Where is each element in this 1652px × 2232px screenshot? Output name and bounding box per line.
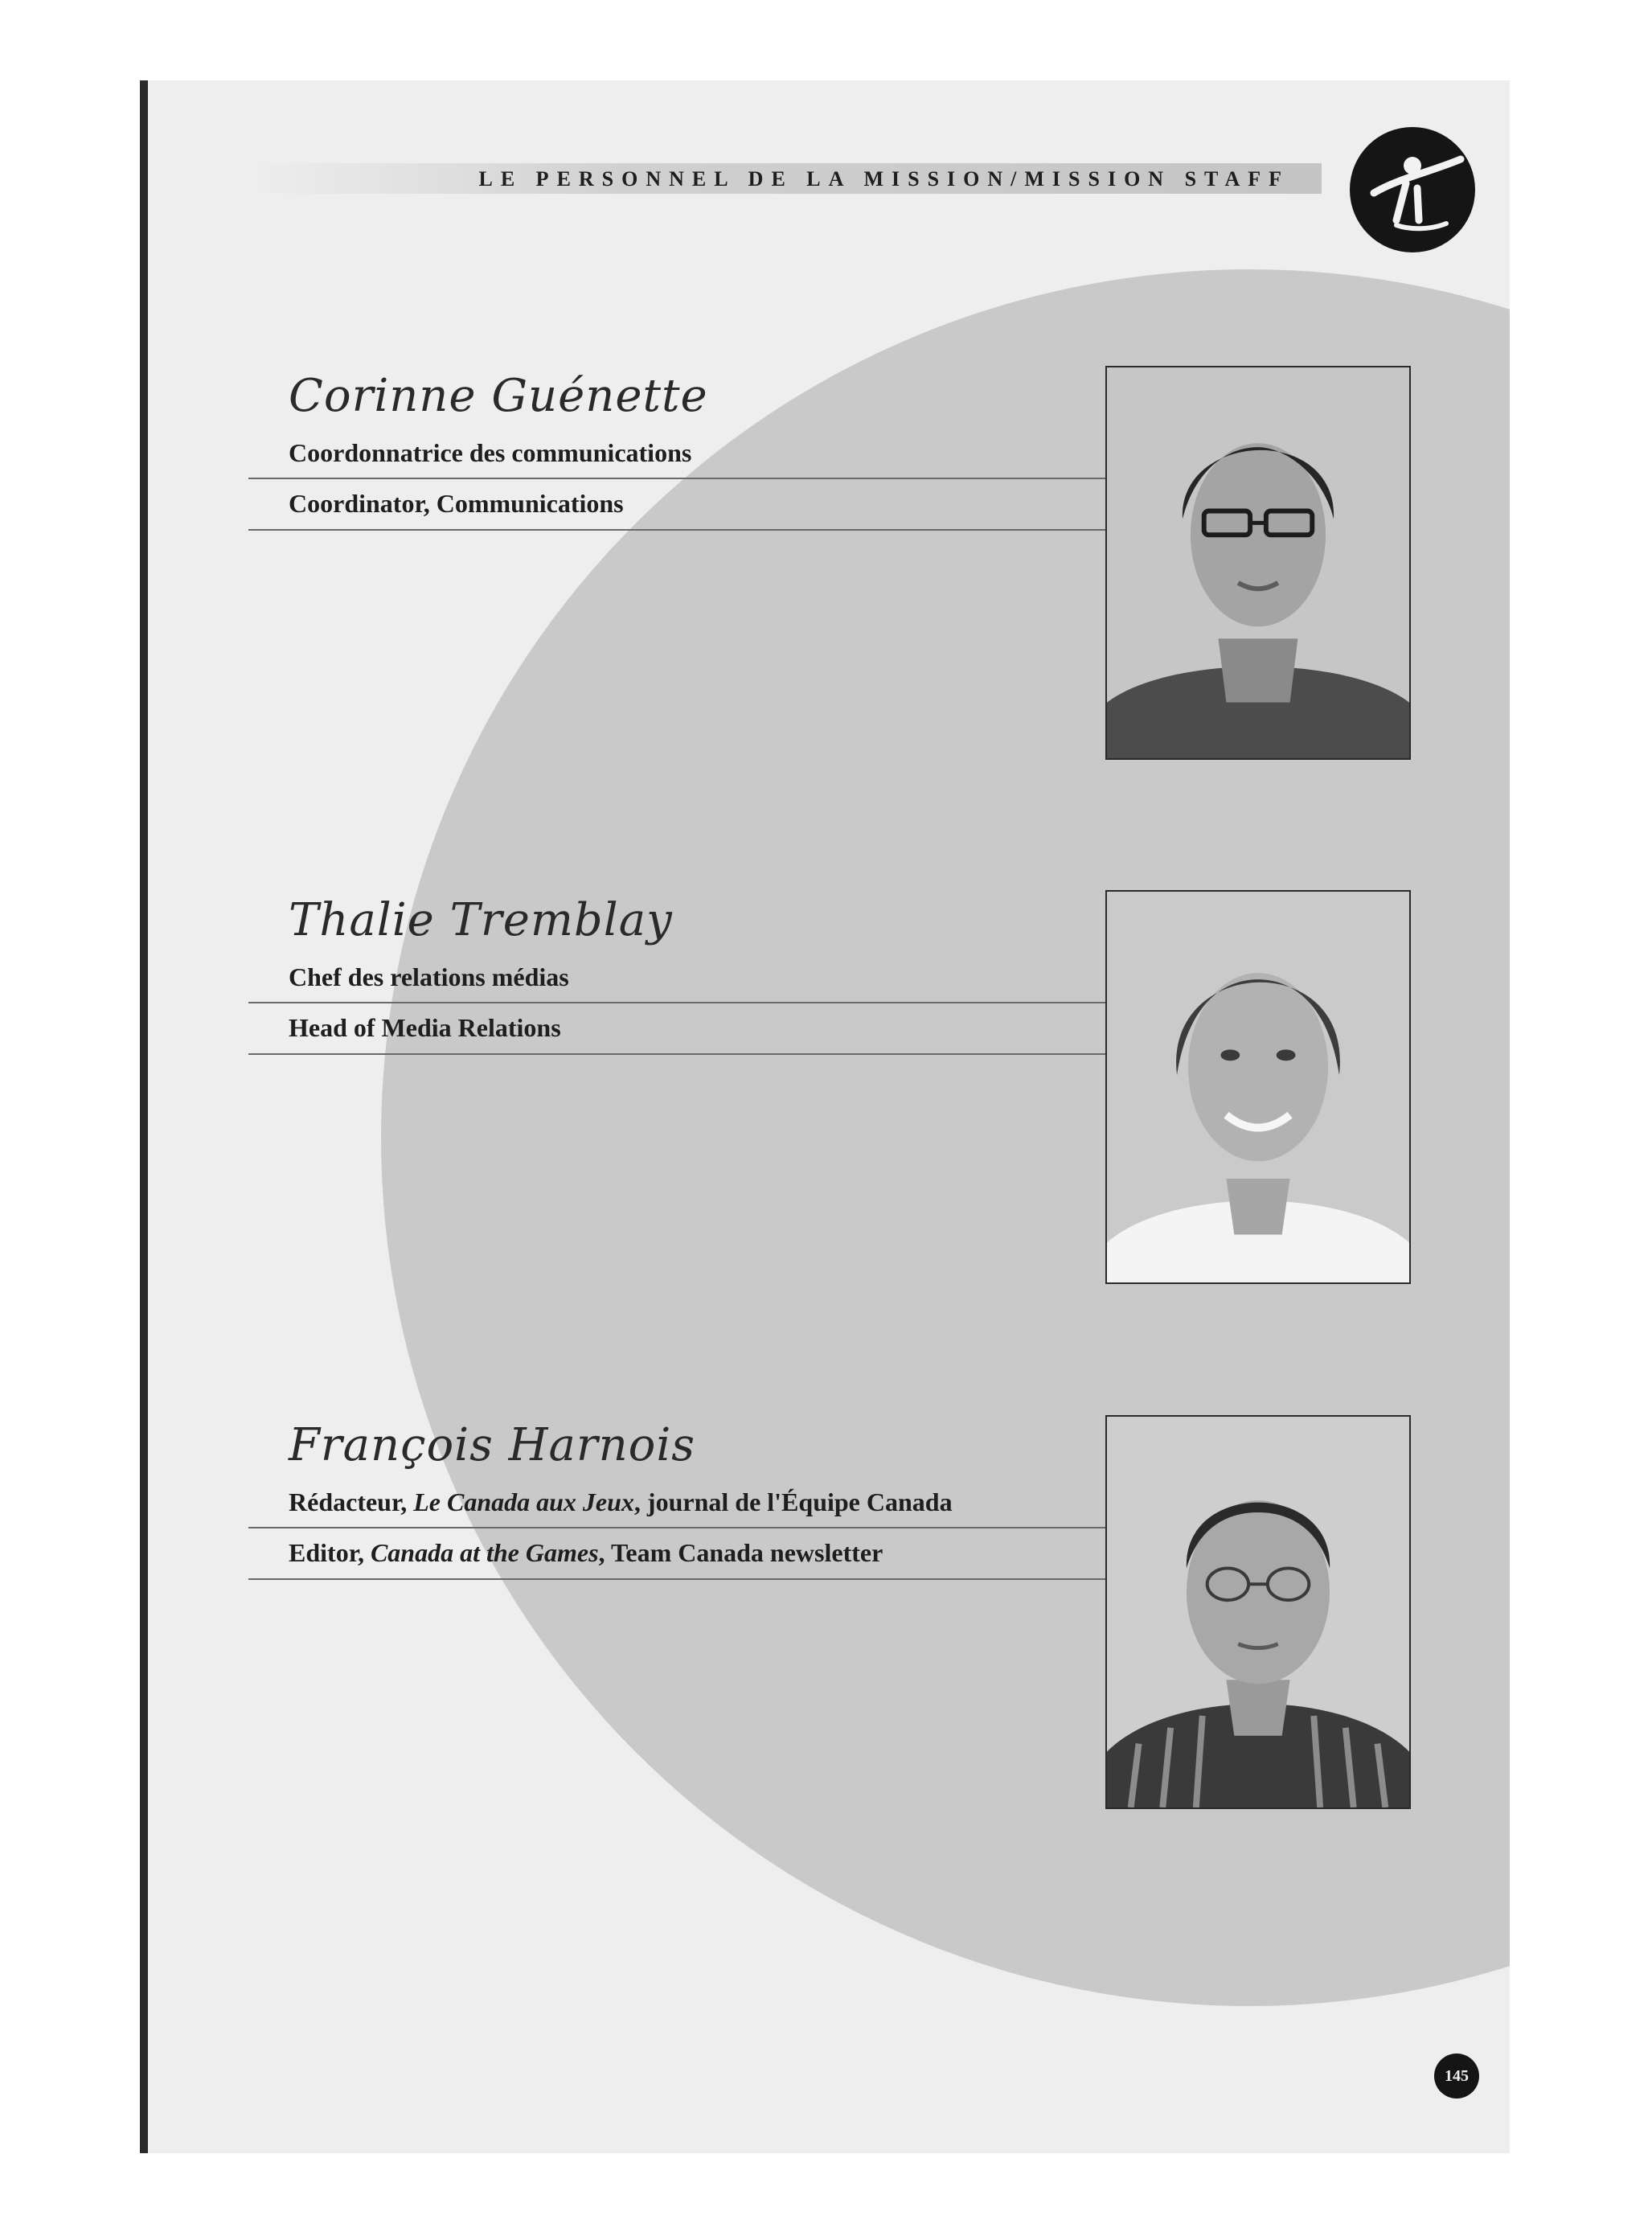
staff-role-french: Coordonnatrice des communications [289,438,692,467]
staff-role-english: Coordinator, Communications [289,489,624,518]
running-figure-icon [1350,127,1475,252]
staff-role-french [289,1487,953,1517]
staff-name: Corinne Guénette [289,370,708,422]
page [140,80,1510,2153]
page-number-badge: 145 [1434,2054,1479,2099]
staff-name: François Harnois [289,1419,696,1471]
role-text: Editor, [289,1538,371,1567]
staff-photo [1105,1415,1411,1809]
section-title: LE PERSONNEL DE LA MISSION/MISSION STAFF [478,167,1289,191]
staff-role-french: Chef des relations médias [289,962,569,991]
staff-name: Thalie Tremblay [289,894,673,946]
divider-rule [248,1053,1105,1055]
divider-rule [248,1527,1105,1528]
staff-entry-corinne-guenette [256,370,1494,788]
staff-photo [1105,890,1411,1284]
staff-role-english: Head of Media Relations [289,1013,561,1042]
divider-rule [248,478,1105,479]
binding-edge [140,80,148,2153]
staff-role-english [289,1538,883,1568]
divider-rule [248,1002,1105,1003]
role-text: Rédacteur, [289,1487,414,1516]
divider-rule [248,529,1105,531]
section-header [252,163,1322,194]
divider-rule [248,1578,1105,1580]
staff-entry-thalie-tremblay [256,894,1494,1312]
publication-title: Le Canada aux Jeux [413,1487,634,1516]
role-text: , Team Canada newsletter [598,1538,883,1567]
publication-title: Canada at the Games [370,1538,599,1567]
staff-entry-francois-harnois [256,1419,1494,1837]
staff-photo [1105,366,1411,760]
role-text: , journal de l'Équipe Canada [633,1487,953,1516]
